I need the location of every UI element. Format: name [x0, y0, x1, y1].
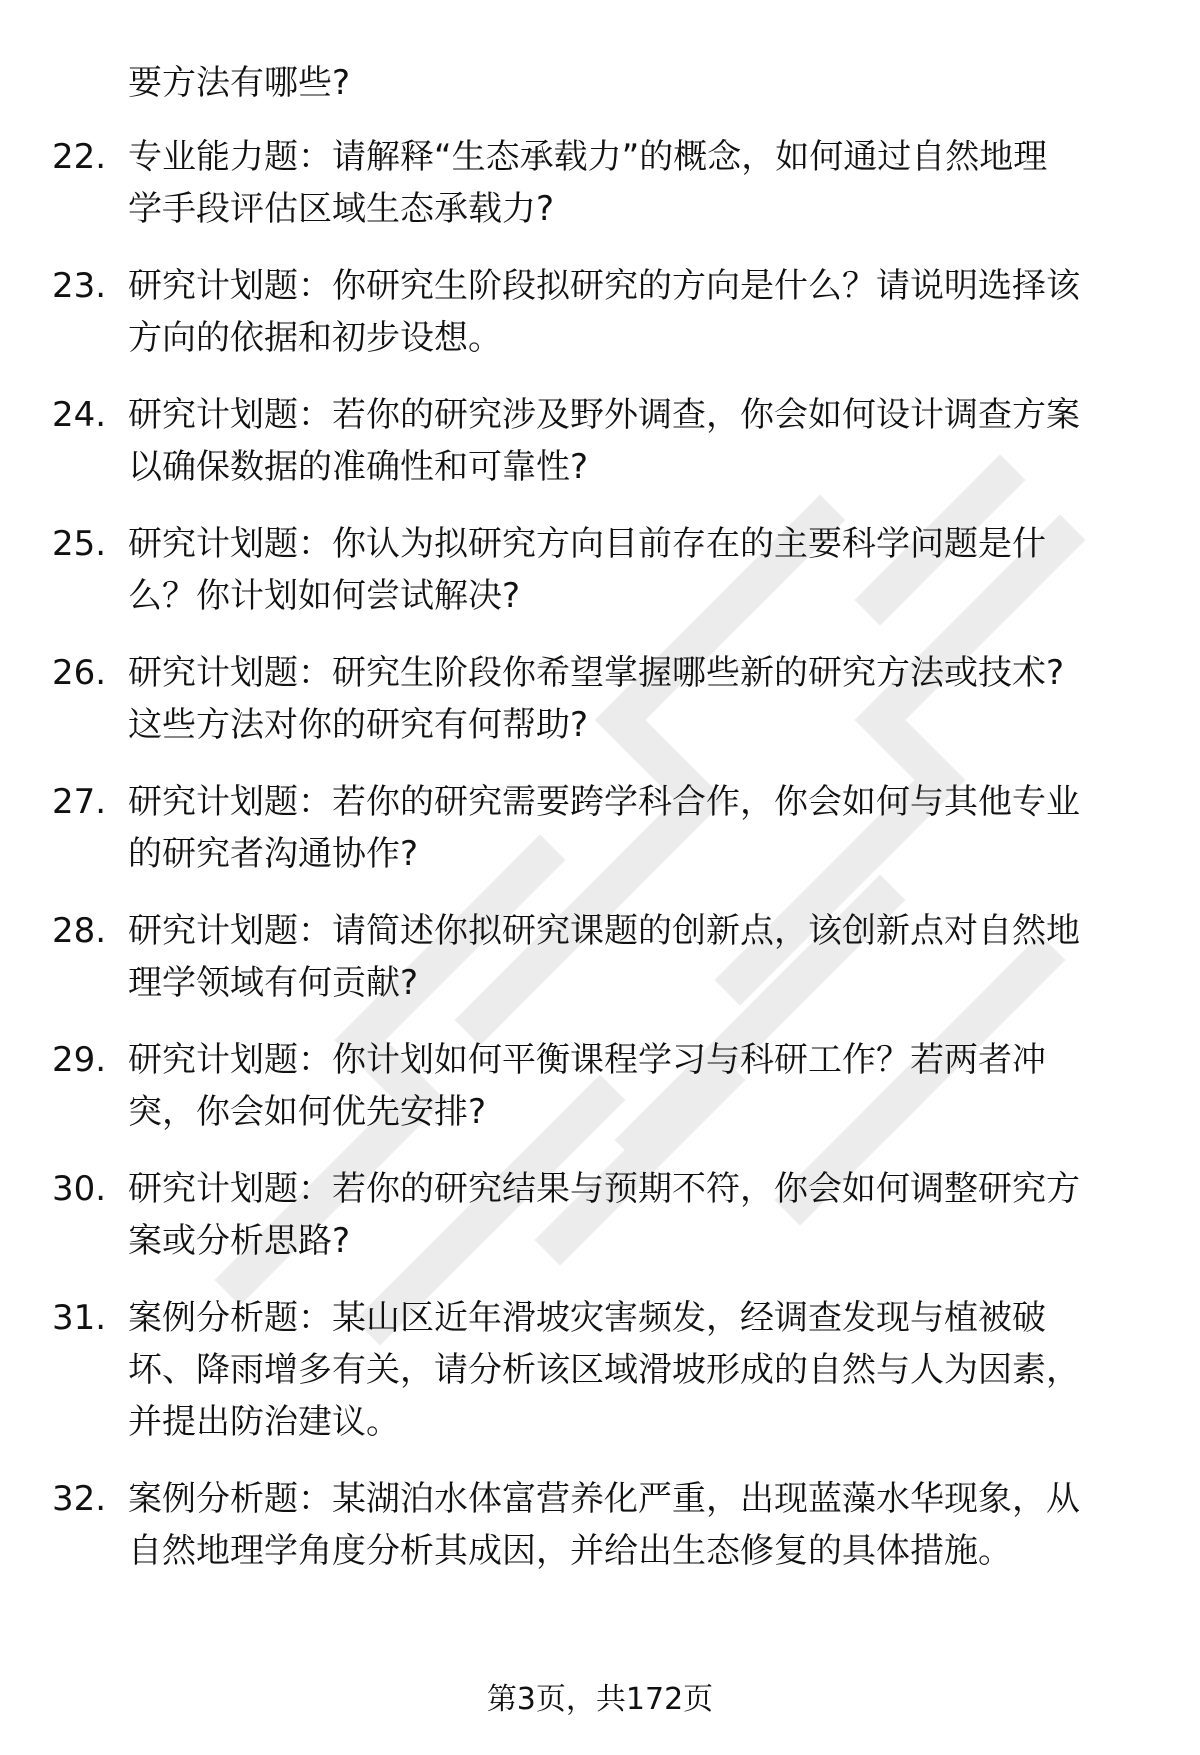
question-item	[0, 260, 1200, 364]
question-number: 29.	[52, 1040, 107, 1080]
question-text-line: 研究计划题：若你的研究结果与预期不符，你会如何调整研究方	[128, 1169, 1080, 1209]
question-text-line: 案例分析题：某山区近年滑坡灾害频发，经调查发现与植被破	[128, 1298, 1046, 1338]
question-item	[0, 1034, 1200, 1138]
question-item	[0, 1473, 1200, 1577]
page-footer: 第3页，共172页	[486, 1682, 714, 1717]
question-text-line: 自然地理学角度分析其成因，并给出生态修复的具体措施。	[128, 1531, 1012, 1571]
question-number: 31.	[52, 1298, 107, 1338]
question-number: 24.	[52, 395, 107, 435]
question-text-line: 并提出防治建议。	[128, 1402, 400, 1442]
question-text-line: 研究计划题：你研究生阶段拟研究的方向是什么？请说明选择该	[128, 266, 1080, 306]
question-item	[0, 1163, 1200, 1267]
question-text-line: 研究计划题：研究生阶段你希望掌握哪些新的研究方法或技术?	[128, 653, 1065, 693]
question-text-line: 么？你计划如何尝试解决?	[128, 576, 521, 616]
question-number: 23.	[52, 266, 107, 306]
question-text-line: 研究计划题：你计划如何平衡课程学习与科研工作？若两者冲	[128, 1040, 1046, 1080]
question-text-line: 以确保数据的准确性和可靠性?	[128, 447, 589, 487]
question-text-line: 这些方法对你的研究有何帮助?	[128, 705, 589, 745]
question-text-line: 研究计划题：请简述你拟研究课题的创新点，该创新点对自然地	[128, 911, 1080, 951]
question-number: 32.	[52, 1479, 107, 1519]
question-text-line: 方向的依据和初步设想。	[128, 318, 502, 358]
question-21-continuation: 要方法有哪些?	[128, 63, 351, 103]
question-text-line: 坏、降雨增多有关，请分析该区域滑坡形成的自然与人为因素，	[128, 1350, 1080, 1390]
question-item	[0, 1292, 1200, 1448]
question-item	[0, 776, 1200, 880]
question-number: 28.	[52, 911, 107, 951]
question-text-line: 案例分析题：某湖泊水体富营养化严重，出现蓝藻水华现象，从	[128, 1479, 1080, 1519]
question-number: 22.	[52, 137, 107, 177]
question-item	[0, 905, 1200, 1009]
question-text-line: 专业能力题：请解释“生态承载力”的概念，如何通过自然地理	[128, 137, 1048, 177]
question-item	[0, 131, 1200, 235]
question-number: 26.	[52, 653, 107, 693]
question-text-line: 案或分析思路?	[128, 1221, 351, 1261]
question-text-line: 研究计划题：若你的研究需要跨学科合作，你会如何与其他专业	[128, 782, 1080, 822]
question-item	[0, 518, 1200, 622]
question-text-line: 突，你会如何优先安排?	[128, 1092, 487, 1132]
question-list	[0, 131, 1200, 1602]
question-text-line: 研究计划题：你认为拟研究方向目前存在的主要科学问题是什	[128, 524, 1046, 564]
question-text-line: 学手段评估区域生态承载力?	[128, 189, 555, 229]
question-text-line: 理学领域有何贡献?	[128, 963, 419, 1003]
question-number: 25.	[52, 524, 107, 564]
question-text-line: 研究计划题：若你的研究涉及野外调查，你会如何设计调查方案	[128, 395, 1080, 435]
question-number: 30.	[52, 1169, 107, 1209]
question-item	[0, 647, 1200, 751]
question-item	[0, 389, 1200, 493]
question-number: 27.	[52, 782, 107, 822]
question-text-line: 的研究者沟通协作?	[128, 834, 419, 874]
